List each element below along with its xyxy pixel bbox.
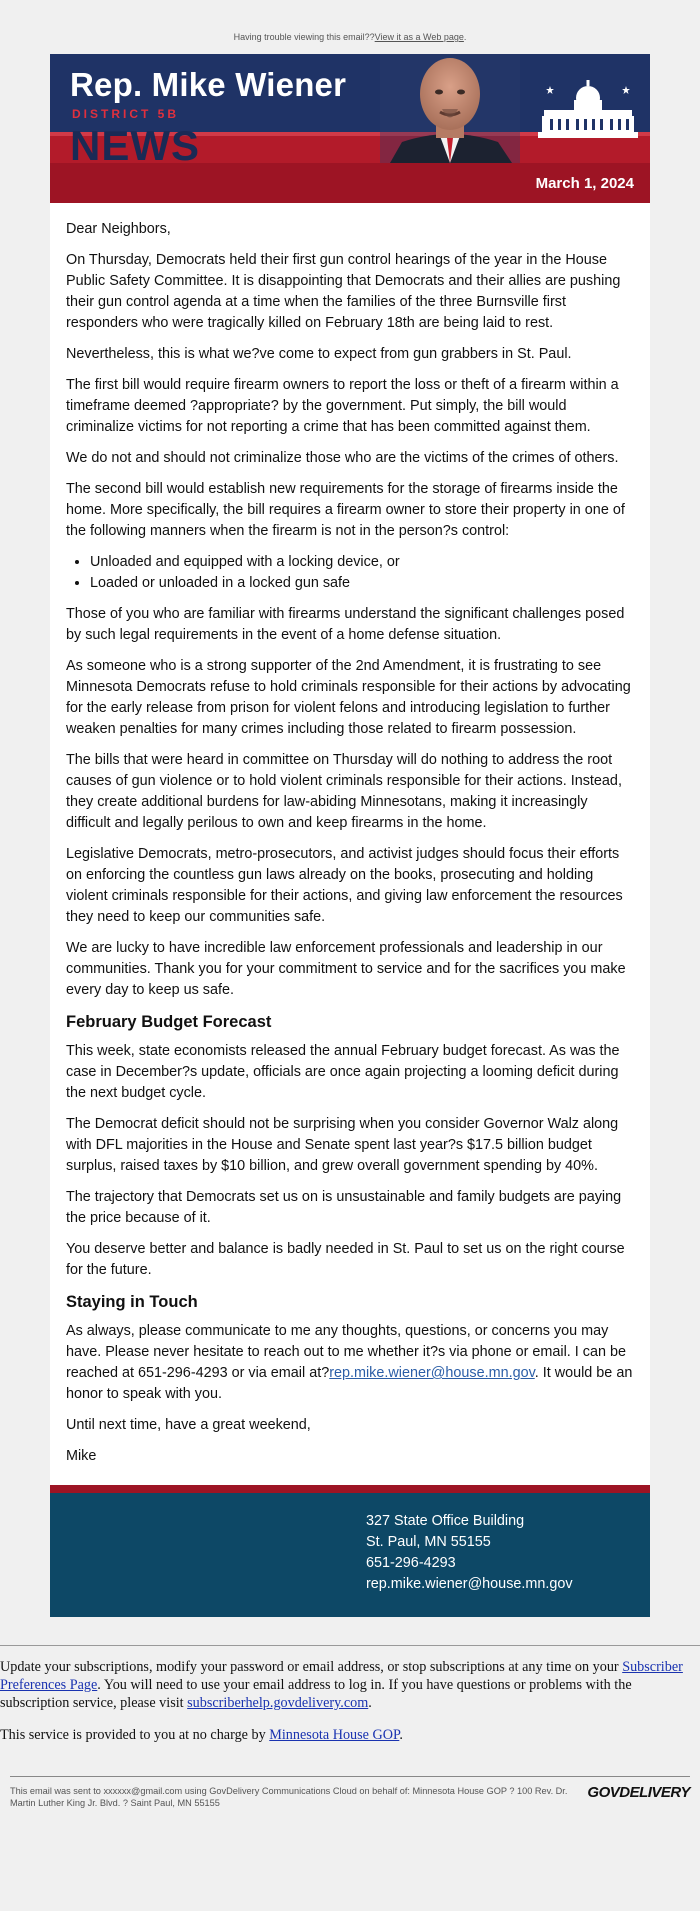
closing: Until next time, have a great weekend, [66,1417,311,1433]
section-heading-staying-in-touch: Staying in Touch [66,1293,198,1311]
district-label: DISTRICT 5B [72,107,180,121]
phone-number: 651-296-4293 [366,1555,456,1571]
paragraph: The first bill would require firearm owners to report the loss or theft of a firearm within a timeframe deemed ?appropriate? by the government. Put simply, the bill would criminalize victims for not reporting a crime that has been committed against them. [66,377,619,435]
govdelivery-logo: GOVDELIVERY [587,1784,690,1801]
paragraph: This week, state economists released the annual February budget forecast. As was the case in December?s update, officials are once again projecting a looming deficit during the next budget cycle. [66,1043,620,1101]
house-gop-link[interactable]: Minnesota House GOP [269,1727,400,1743]
list-item: • Unloaded and equipped with a locking device, or [90,552,634,573]
paragraph: The bills that were heard in committee on Thursday will do nothing to address the root causes of gun violence or to hold violent criminals responsible for their actions. Instead, they create additional burdens for law-abiding Minnesotans, making it increasingly difficult and legally perilous to own and keep firearms in the home. [66,752,622,831]
paragraph: The second bill would establish new requirements for the storage of firearms inside the home. More specifically, the bill requires a firearm owner to store their property in one of the following manners when the firearm is not in the person?s control: [66,481,625,539]
footer-email: rep.mike.wiener@house.mn.gov [366,1576,573,1592]
email-link[interactable]: rep.mike.wiener@house.mn.gov [329,1365,535,1381]
city-state-zip: St. Paul, MN 55155 [366,1534,491,1550]
paragraph: We are lucky to have incredible law enforcement professionals and leadership in our communities. Thank you for your commitment to service and for the sacrifices you make every day to keep us safe. [66,940,626,998]
view-online-text: Having trouble viewing this email?? [233,32,375,42]
view-web-page-link[interactable]: View it as a Web page [374,32,464,42]
greeting: Dear Neighbors, [66,221,171,237]
section-heading-budget: February Budget Forecast [66,1013,272,1031]
subscriber-preferences-link[interactable]: Subscriber Preferences Page [0,1659,683,1693]
paragraph: As someone who is a strong supporter of the 2nd Amendment, it is frustrating to see Minnesota Democrats refuse to hold criminals responsible for their actions by advocating for the early release from prison for violent felons and introducing legislation to further weaken penalties for many crimes including those related to firearm possession. [66,658,631,737]
date-band [50,163,650,203]
fine-print [0,1777,700,1809]
paragraph: The Democrat deficit should not be surprising when you consider Governor Walz along with DFL majorities in the House and Senate spent last year?s $17.5 billion budget surplus, raised taxes by $10 billion, and grew overall government spending by 40%. [66,1116,619,1174]
header-banner [50,54,650,163]
office-building: 327 State Office Building [366,1513,525,1529]
email-container [50,54,650,1617]
view-online-note: Having trouble viewing this email??View it as a Web page. [233,32,467,42]
sent-to-notice: This email was sent to xxxxxx@gmail.com using GovDelivery Communications Cloud on behalf of: Minnesota House GOP ? 100 Rev. Dr. Martin Luther King Jr. Blvd. ? Saint Paul, MN 55155 [10,1786,568,1808]
capitol-icon [538,78,638,140]
subscription-info: Update your subscriptions, modify your password or email address, or stop subscriptions at any time on your Subscriber Preferences Page. You will need to use your email address to log in. If you have questions or problems with the subscription service, please visit subscriberhelp.govdelivery.com. This service is provided to you at no charge by Minnesota House GOP. [0,1659,683,1743]
news-label: NEWS [70,122,200,163]
representative-name: Rep. Mike Wiener [70,66,347,103]
paragraph: On Thursday, Democrats held their first gun control hearings of the year in the House Public Safety Committee. It is disappointing that Democrats and their allies are pushing their gun control agenda at a time when the families of the three Burnsville first responders who were tragically killed on February 18th are being laid to rest. [66,252,621,331]
paragraph: Legislative Democrats, metro-prosecutors, and activist judges should focus their efforts on enforcing the countless gun laws already on the books, prosecuting and holding violent criminals responsible for their actions, and giving law enforcement the resources they need to keep our communities safe. [66,846,623,925]
paragraph: You deserve better and balance is badly needed in St. Paul to set us on the right course for the future. [66,1241,625,1278]
storage-requirements-list [66,552,634,594]
paragraph: Those of you who are familiar with firearms understand the significant challenges posed by such legal requirements in the event of a home defense situation. [66,606,625,643]
contact-address [366,1511,650,1595]
footer-divider [50,1485,650,1493]
list-item: • Loaded or unloaded in a locked gun safe [90,573,634,594]
paragraph: Nevertheless, this is what we?ve come to expect from gun grabbers in St. Paul. [66,346,572,362]
paragraph: The trajectory that Democrats set us on is unsustainable and family budgets are paying the price because of it. [66,1189,622,1226]
subscriber-help-link[interactable]: subscriberhelp.govdelivery.com [187,1695,369,1711]
contact-footer [50,1493,650,1617]
portrait-photo [380,54,520,163]
newsletter-date: March 1, 2024 [535,175,634,192]
paragraph: We do not and should not criminalize those who are the victims of the crimes of others. [66,450,619,466]
newsletter-body [50,203,650,1485]
paragraph: As always, please communicate to me any thoughts, questions, or concerns you may have. Please never hesitate to reach out to me whether it?s via phone or email. I can be reached at 651-296-4293 or via email at?rep.mike.wiener@house.mn.gov. It would be an honor to speak with you. [66,1323,633,1402]
signature: Mike [66,1448,97,1464]
